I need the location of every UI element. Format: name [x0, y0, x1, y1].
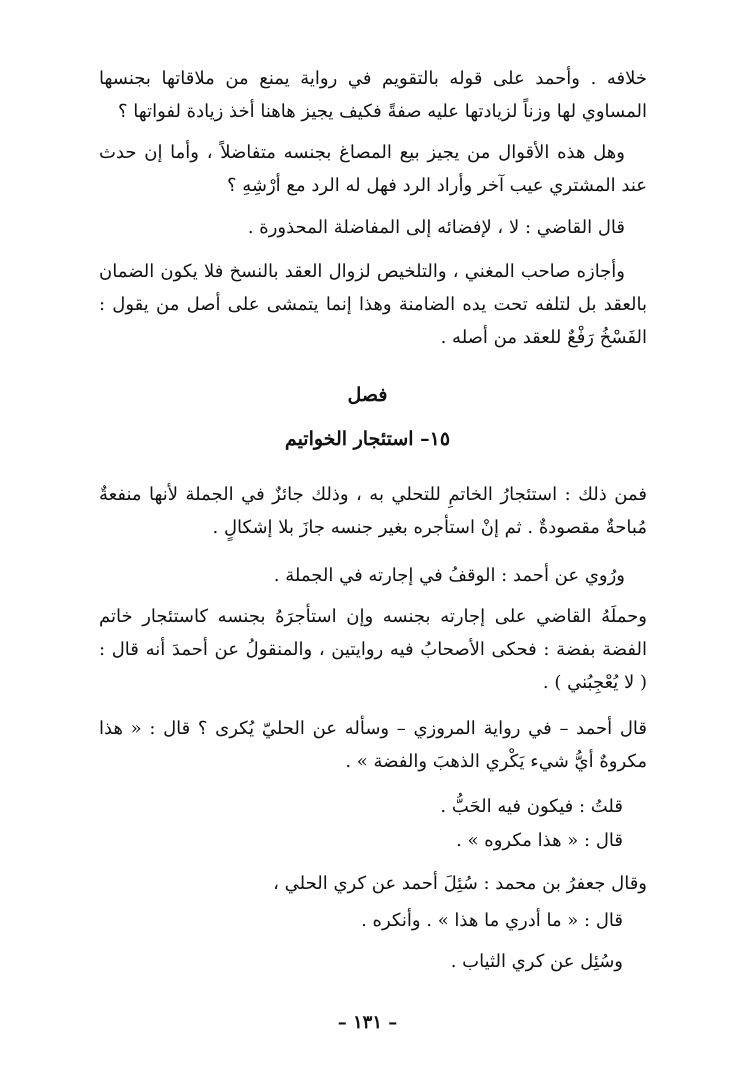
text-line-5: وسُئِل عن كري الثياب . — [450, 951, 623, 972]
page-number: – ١٣١ – — [337, 1012, 398, 1033]
paragraph-2: وهل هذه الأقوال من يجيز بيع المصاغ بجنسه متفاضلاً ، وأما إن حدث عند المشتري عيب آخر وأراد الرد فهل له الرد مع أرْشِهِ ؟ — [99, 142, 647, 196]
paragraph-3: قال القاضي : لا ، لإفضائه إلى المفاضلة المحذورة . — [247, 217, 625, 238]
paragraph-8: قال أحمد – في رواية المروزي – وسأله عن الحليّ يُكرى ؟ قال : « هذا مكروهٌ أيُّ شيء يَكْري الذهبَ والفضة » . — [99, 718, 647, 772]
section-title: ١٥– استئجار الخواتيم — [284, 428, 451, 450]
paragraph-4: وأجازه صاحب المغني ، والتلخيص لزوال العقد بالنسخ فلا يكون الضمان بالعقد بل لتلفه تحت يده الضامنة وهذا إنما يتمشى على أصل من يقول : الفَسْخُ رَفْعٌ للعقد من أصله . — [99, 261, 647, 348]
text-line-4: قال : « ما أدري ما هذا » . وأنكره . — [361, 910, 623, 931]
section-label: فصل — [347, 384, 388, 406]
paragraph-1: خلافه . وأحمد على قوله بالتقويم في رواية يمنع من ملاقاتها بجنسها المساوي لها وزناً لزيادتها عليه صفةً فكيف يجيز هاهنا أخذ زيادة لفواتها ؟ — [99, 68, 647, 122]
paragraph-6: ورُوي عن أحمد : الوقفُ في إجارته في الجملة . — [273, 565, 625, 586]
text-line-2: قال : « هذا مكروه » . — [456, 830, 623, 851]
text-line-1: قلتُ : فيكون فيه الحَبُّ . — [440, 796, 623, 817]
text-line-3: وقال جعفرُ بن محمد : سُئِلَ أحمد عن كري الحلي ، — [273, 873, 647, 894]
paragraph-7: وحملَهُ القاضي على إجارته بجنسه وإن استأجرَهُ بجنسه كاستئجار خاتم الفضة بفضة : فحكى الأصحابُ فيه روايتين ، والمنقولُ عن أحمدَ أنه قال : ( لا يُعْجِبُني ) . — [99, 606, 647, 693]
paragraph-5: فمن ذلك : استئجارُ الخاتمِ للتحلي به ، وذلك جائزٌ في الجملة لأنها منفعةٌ مُباحةٌ مقصودةٌ . ثم إنْ استأجره بغير جنسه جازَ بلا إشكالٍ . — [99, 484, 647, 538]
